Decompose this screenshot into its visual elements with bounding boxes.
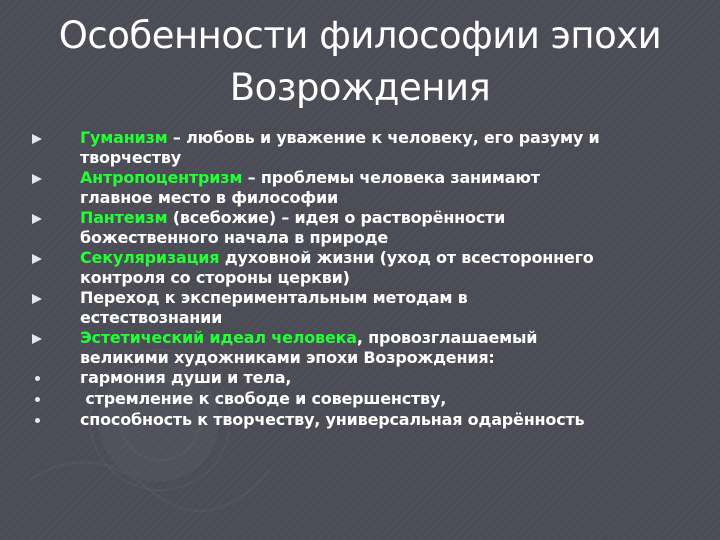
list-item-harmony (0, 368, 720, 389)
bullet-dot-icon (32, 410, 46, 430)
item-text-continued: главное место в философии (80, 188, 338, 207)
list-item-aesthetic-ideal (0, 328, 720, 368)
slide-title (40, 10, 680, 114)
item-text: – любовь и уважение к человеку, его разуму и (167, 128, 600, 147)
list-item-freedom (0, 389, 720, 410)
bullet-dot-icon (32, 368, 46, 388)
right-triangle-arrow-icon (32, 288, 46, 308)
list-item-experimental-methods (0, 288, 720, 328)
bullet-list (0, 128, 720, 431)
list-item-secularization (0, 248, 720, 288)
item-text: способность к творчеству, универсальная одарённость (80, 410, 585, 429)
right-triangle-arrow-icon (32, 328, 46, 348)
item-text: (всебожие) – идея о растворённости (167, 208, 506, 227)
highlight-term: Пантеизм (80, 208, 168, 227)
list-item-pantheism (0, 208, 720, 248)
list-item-creativity (0, 410, 720, 431)
item-text: , провозглашаемый (356, 328, 538, 347)
item-text-continued: творчеству (80, 148, 181, 167)
item-text: Переход к экспериментальным методам в (80, 288, 468, 307)
item-text-continued: естествознании (80, 308, 223, 327)
item-text: духовной жизни (уход от всестороннего (219, 248, 594, 267)
item-text-continued: контроля со стороны церкви) (80, 268, 350, 287)
right-triangle-arrow-icon (32, 248, 46, 268)
item-text: стремление к свободе и совершенству, (80, 389, 447, 408)
list-item-anthropocentrism (0, 168, 720, 208)
list-item-humanism (0, 128, 720, 168)
item-text-continued: божественного начала в природе (80, 228, 389, 247)
title-line-1: Особенности философии эпохи (58, 14, 662, 57)
right-triangle-arrow-icon (32, 168, 46, 188)
bullet-dot-icon (32, 389, 46, 409)
right-triangle-arrow-icon (32, 208, 46, 228)
highlight-term: Антропоцентризм (80, 168, 243, 187)
item-text: гармония души и тела, (80, 368, 292, 387)
highlight-term: Гуманизм (80, 128, 168, 147)
right-triangle-arrow-icon (32, 128, 46, 148)
item-text-continued: великими художниками эпохи Возрождения: (80, 348, 495, 367)
title-line-2: Возрождения (229, 66, 491, 109)
item-text: – проблемы человека занимают (242, 168, 540, 187)
highlight-term: Секуляризация (80, 248, 220, 267)
highlight-term: Эстетический идеал человека (80, 328, 357, 347)
